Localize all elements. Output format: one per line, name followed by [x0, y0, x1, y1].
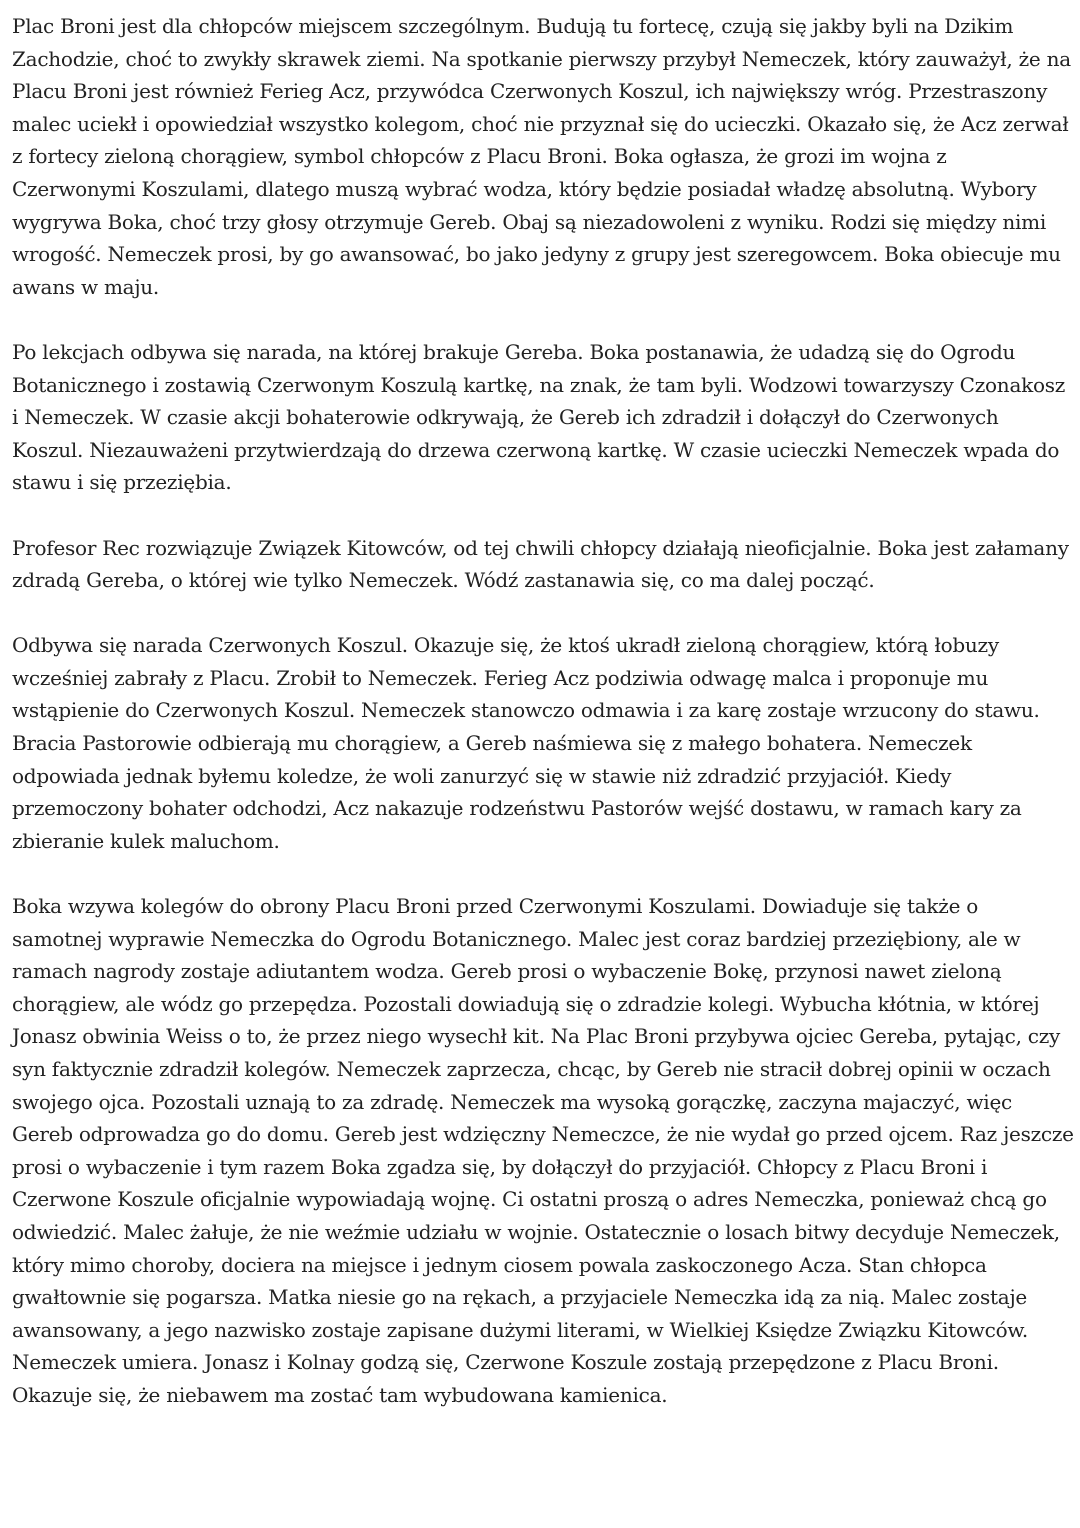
paragraph-4: Odbywa się narada Czerwonych Koszul. Okazuje się, że ktoś ukradł zieloną chorągiew, którą łobuzy wcześniej zabrały z Placu. Zrobił to Nemeczek. Ferieg Acz podziwia odwagę malca i proponuje mu wstąpienie do Czerwonych Koszul. Nemeczek stanowczo odmawia i za karę zostaje wrzucony do stawu. Bracia Pastorowie odbierają mu chorągiew, a Gereb naśmiewa się z małego bohatera. Nemeczek odpowiada jednak byłemu koledze, że woli zanurzyć się w stawie niż zdradzić przyjaciół. Kiedy przemoczony bohater odchodzi, Acz nakazuje rodzeństwu Pastorów wejść dostawu, w ramach kary za zbieranie kulek maluchom. — [12, 633, 1040, 853]
paragraph-3: Profesor Rec rozwiązuje Związek Kitowców, od tej chwili chłopcy działają nieoficjalnie. Boka jest załamany zdradą Gereba, o której wie tylko Nemeczek. Wódź zastanawia się, co ma dalej począć. — [12, 535, 1069, 593]
paragraph-5: Boka wzywa kolegów do obrony Placu Broni przed Czerwonymi Koszulami. Dowiaduje się także o samotnej wyprawie Nemeczka do Ogrodu Botanicznego. Malec jest coraz bardziej przeziębiony, ale w ramach nagrody zostaje adiutantem wodza. Gereb prosi o wybaczenie Bokę, przynosi nawet zieloną chorągiew, ale wódz go przepędza. Pozostali dowiadują się o zdradzie kolegi. Wybucha kłótnia, w której Jonasz obwinia Weiss o to, że przez niego wysechł kit. Na Plac Broni przybywa ojciec Gereba, pytając, czy syn faktycznie zdradził kolegów. Nemeczek zaprzecza, chcąc, by Gereb nie stracił dobrej opinii w oczach swojego ojca. Pozostali uznają to za zdradę. Nemeczek ma wysoką gorączkę, zaczyna majaczyć, więc Gereb odprowadza go do domu. Gereb jest wdzięczny Nemeczce, że nie wydał go przed ojcem. Raz jeszcze prosi o wybaczenie i tym razem Boka zgadza się, by dołączył do przyjaciół. Chłopcy z Placu Broni i Czerwone Koszule oficjalnie wypowiadają wojnę. Ci ostatni proszą o adres Nemeczka, ponieważ chcą go odwiedzić. Malec żałuje, że nie weźmie udziału w wojnie. Ostatecznie o losach bitwy decyduje Nemeczek, który mimo choroby, dociera na miejsce i jednym ciosem powala zaskoczonego Acza. Stan chłopca gwałtownie się pogarsza. Matka niesie go na rękach, a przyjaciele Nemeczka idą za nią. Malec zostaje awansowany, a jego nazwisko zostaje zapisane dużymi literami, w Wielkiej Księdze Związku Kitowców. Nemeczek umiera. Jonasz i Kolnay godzą się, Czerwone Koszule zostają przepędzone z Placu Broni. Okazuje się, że niebawem ma zostać tam wybudowana kamienica. — [12, 894, 1074, 1407]
paragraph-1: Plac Broni jest dla chłopców miejscem szczególnym. Budują tu fortecę, czują się jakby byli na Dzikim Zachodzie, choć to zwykły skrawek ziemi. Na spotkanie pierwszy przybył Nemeczek, który zauważył, że na Placu Broni jest również Ferieg Acz, przywódca Czerwonych Koszul, ich największy wróg. Przestraszony malec uciekł i opowiedział wszystko kolegom, choć nie przyznał się do ucieczki. Okazało się, że Acz zerwał z fortecy zieloną chorągiew, symbol chłopców z Placu Broni. Boka ogłasza, że grozi im wojna z Czerwonymi Koszulami, dlatego muszą wybrać wodza, który będzie posiadał władzę absolutną. Wybory wygrywa Boka, choć trzy głosy otrzymuje Gereb. Obaj są niezadowoleni z wyniku. Rodzi się między nimi wrogość. Nemeczek prosi, by go awansować, bo jako jedyny z grupy jest szeregowcem. Boka obiecuje mu awans w maju. — [12, 14, 1071, 299]
document-body — [12, 10, 1074, 1412]
paragraph-2: Po lekcjach odbywa się narada, na której brakuje Gereba. Boka postanawia, że udadzą się do Ogrodu Botanicznego i zostawią Czerwonym Koszulą kartkę, na znak, że tam byli. Wodzowi towarzyszy Czonakosz i Nemeczek. W czasie akcji bohaterowie odkrywają, że Gereb ich zdradził i dołączył do Czerwonych Koszul. Niezauważeni przytwierdzają do drzewa czerwoną kartkę. W czasie ucieczki Nemeczek wpada do stawu i się przeziębia. — [12, 339, 1066, 495]
